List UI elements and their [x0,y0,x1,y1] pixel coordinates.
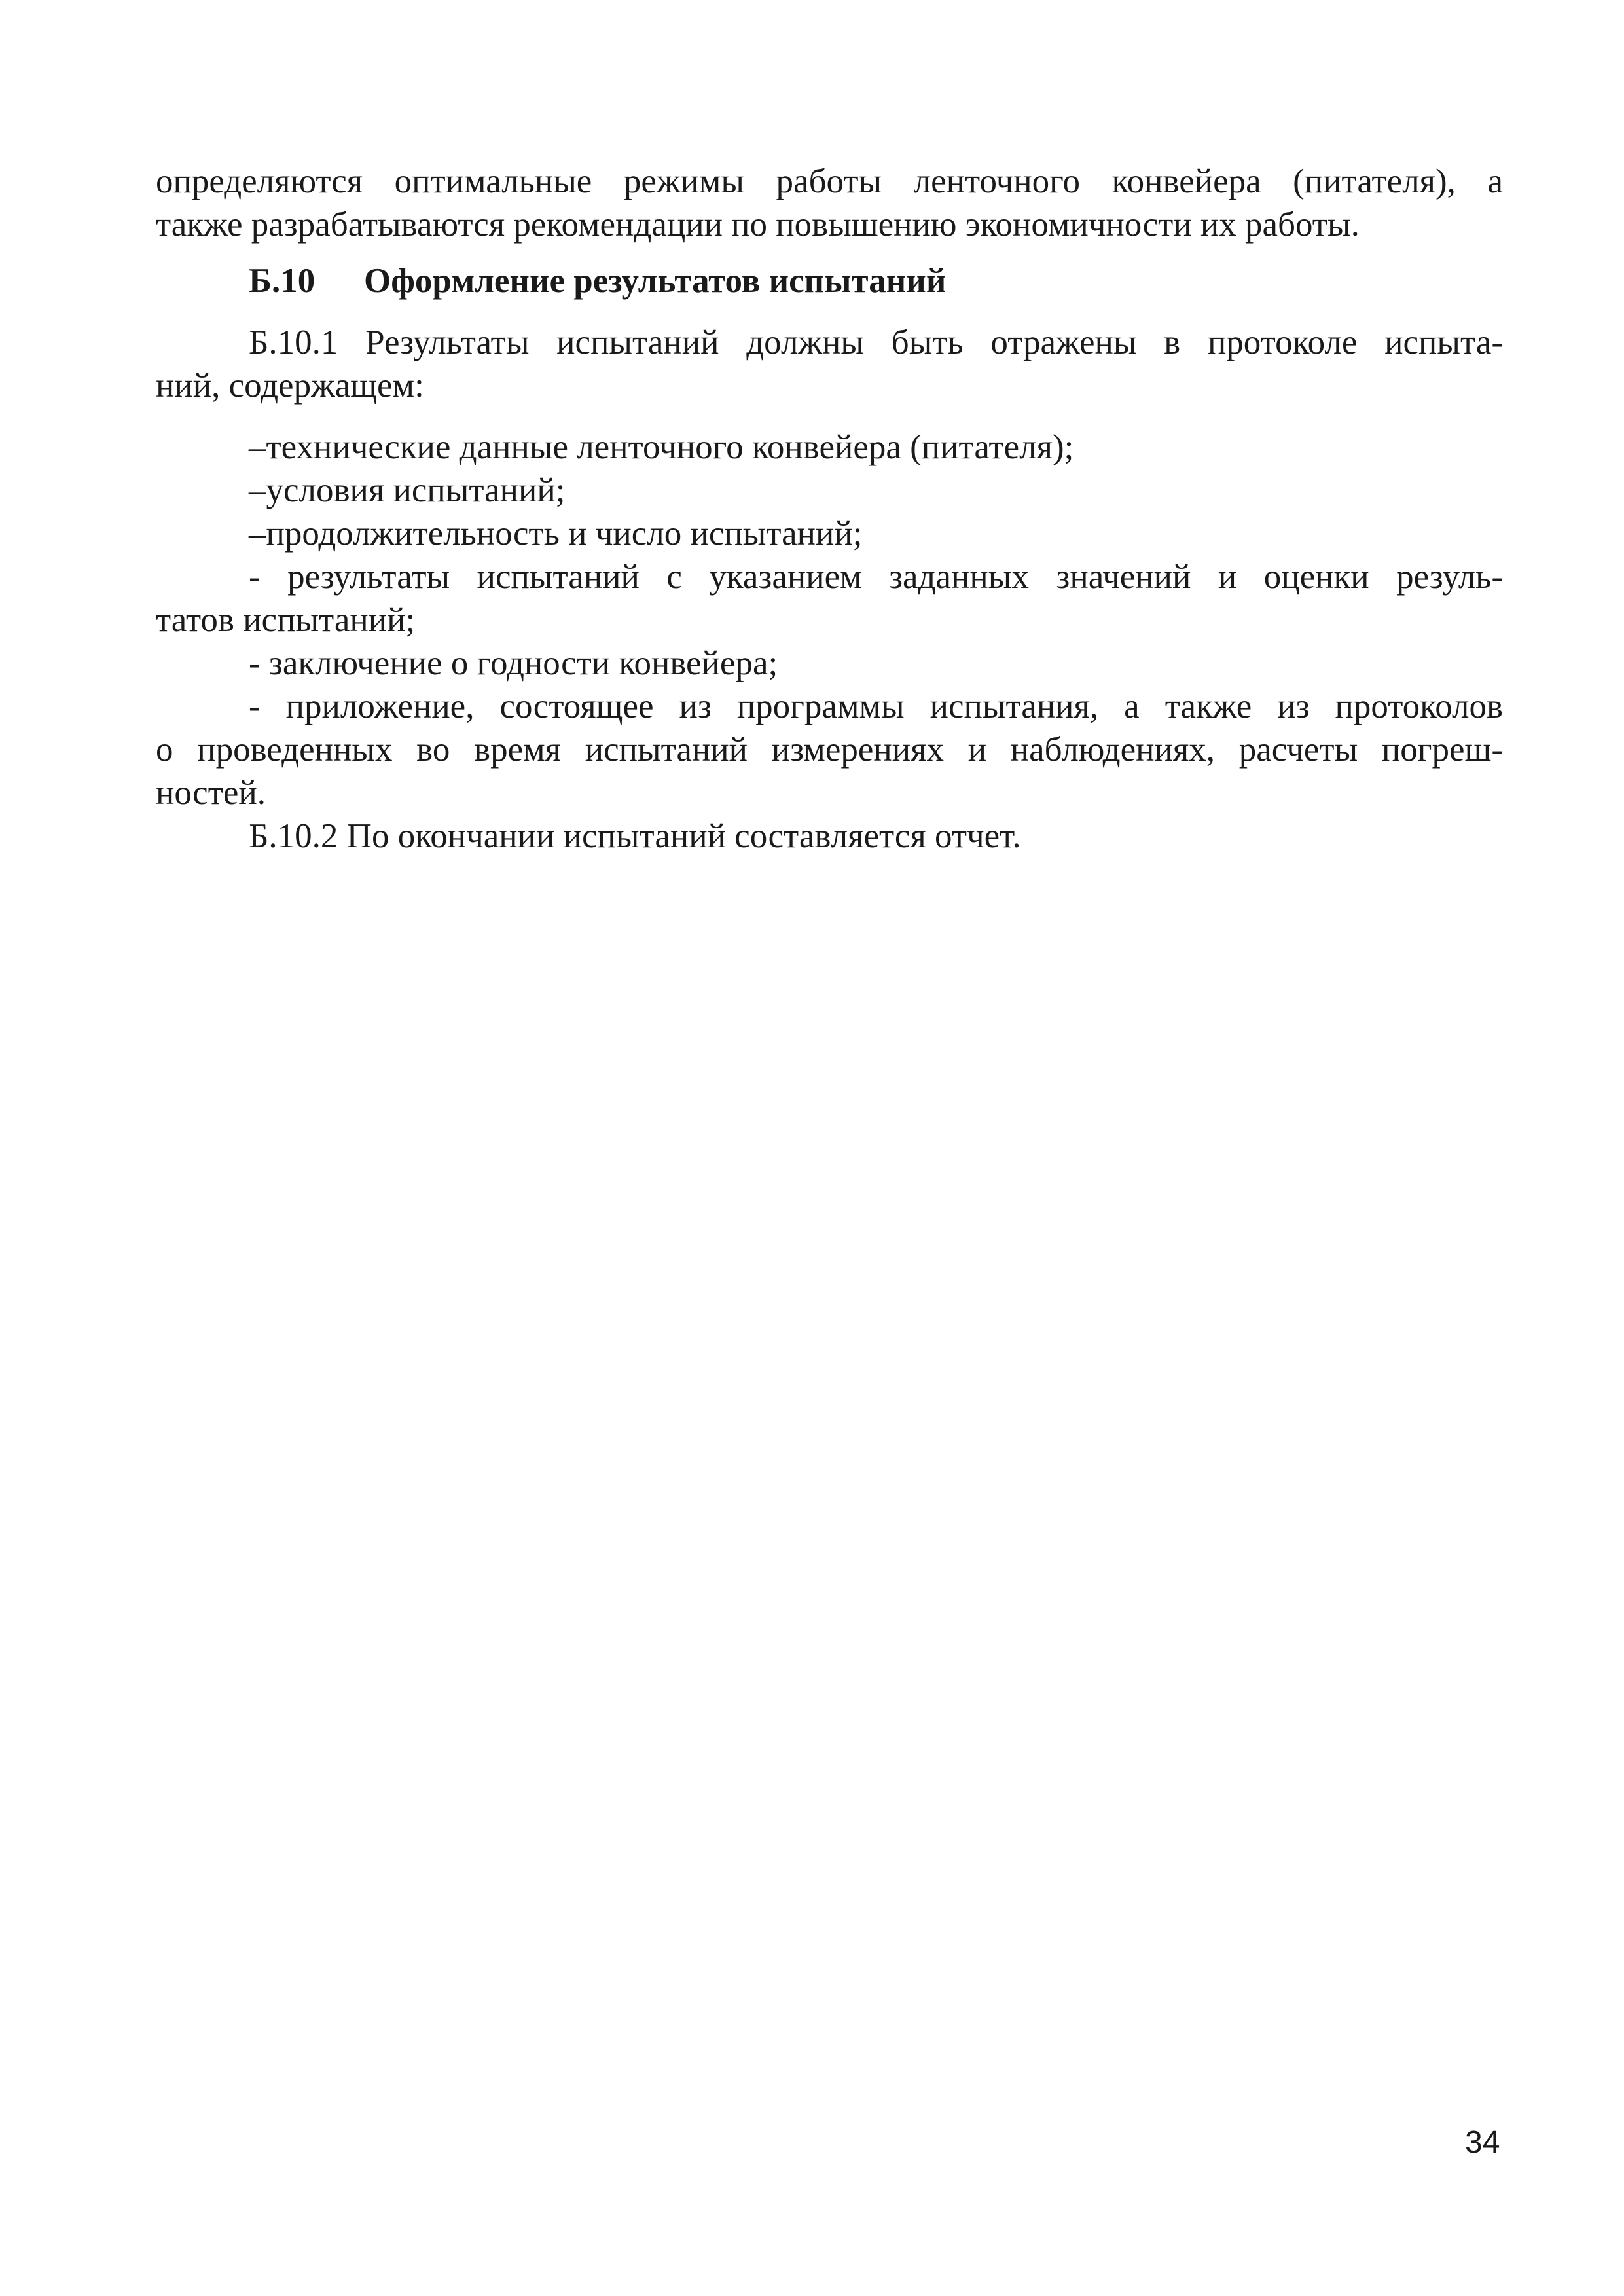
list-item-line-1: - приложение, состоящее из программы испытания, а также из протоколов [249,687,1503,725]
list-item-line-3: ностей. [156,774,266,812]
list-item: - заключение о годности конвейера; [249,644,778,682]
list-item: –условия испытаний; [249,471,566,509]
intro-line-2: также разрабатываются рекомендации по повышению экономичности их работы. [156,206,1360,244]
list-item-line-1: - результаты испытаний с указанием заданных значений и оценки резуль- [249,558,1503,596]
paragraph-10-2: Б.10.2 По окончании испытаний составляется отчет. [249,817,1021,855]
paragraph-10-1-line-1: Б.10.1 Результаты испытаний должны быть отражены в протоколе испыта- [249,323,1503,361]
section-number: Б.10 [249,262,316,300]
section-heading [249,259,946,302]
paragraph-10-1-line-2: ний, содержащем: [156,367,424,405]
section-title: Оформление результатов испытаний [364,262,947,300]
intro-line-1: определяются оптимальные режимы работы ленточного конвейера (питателя), а [156,162,1503,200]
page-number: 34 [1465,2125,1500,2160]
list-item: –продолжительность и число испытаний; [249,515,863,553]
list-item: –технические данные ленточного конвейера (питателя); [249,428,1074,466]
list-item-line-2: о проведенных во время испытаний измерениях и наблюдениях, расчеты погреш- [156,731,1503,769]
list-item-line-2: татов испытаний; [156,601,416,639]
